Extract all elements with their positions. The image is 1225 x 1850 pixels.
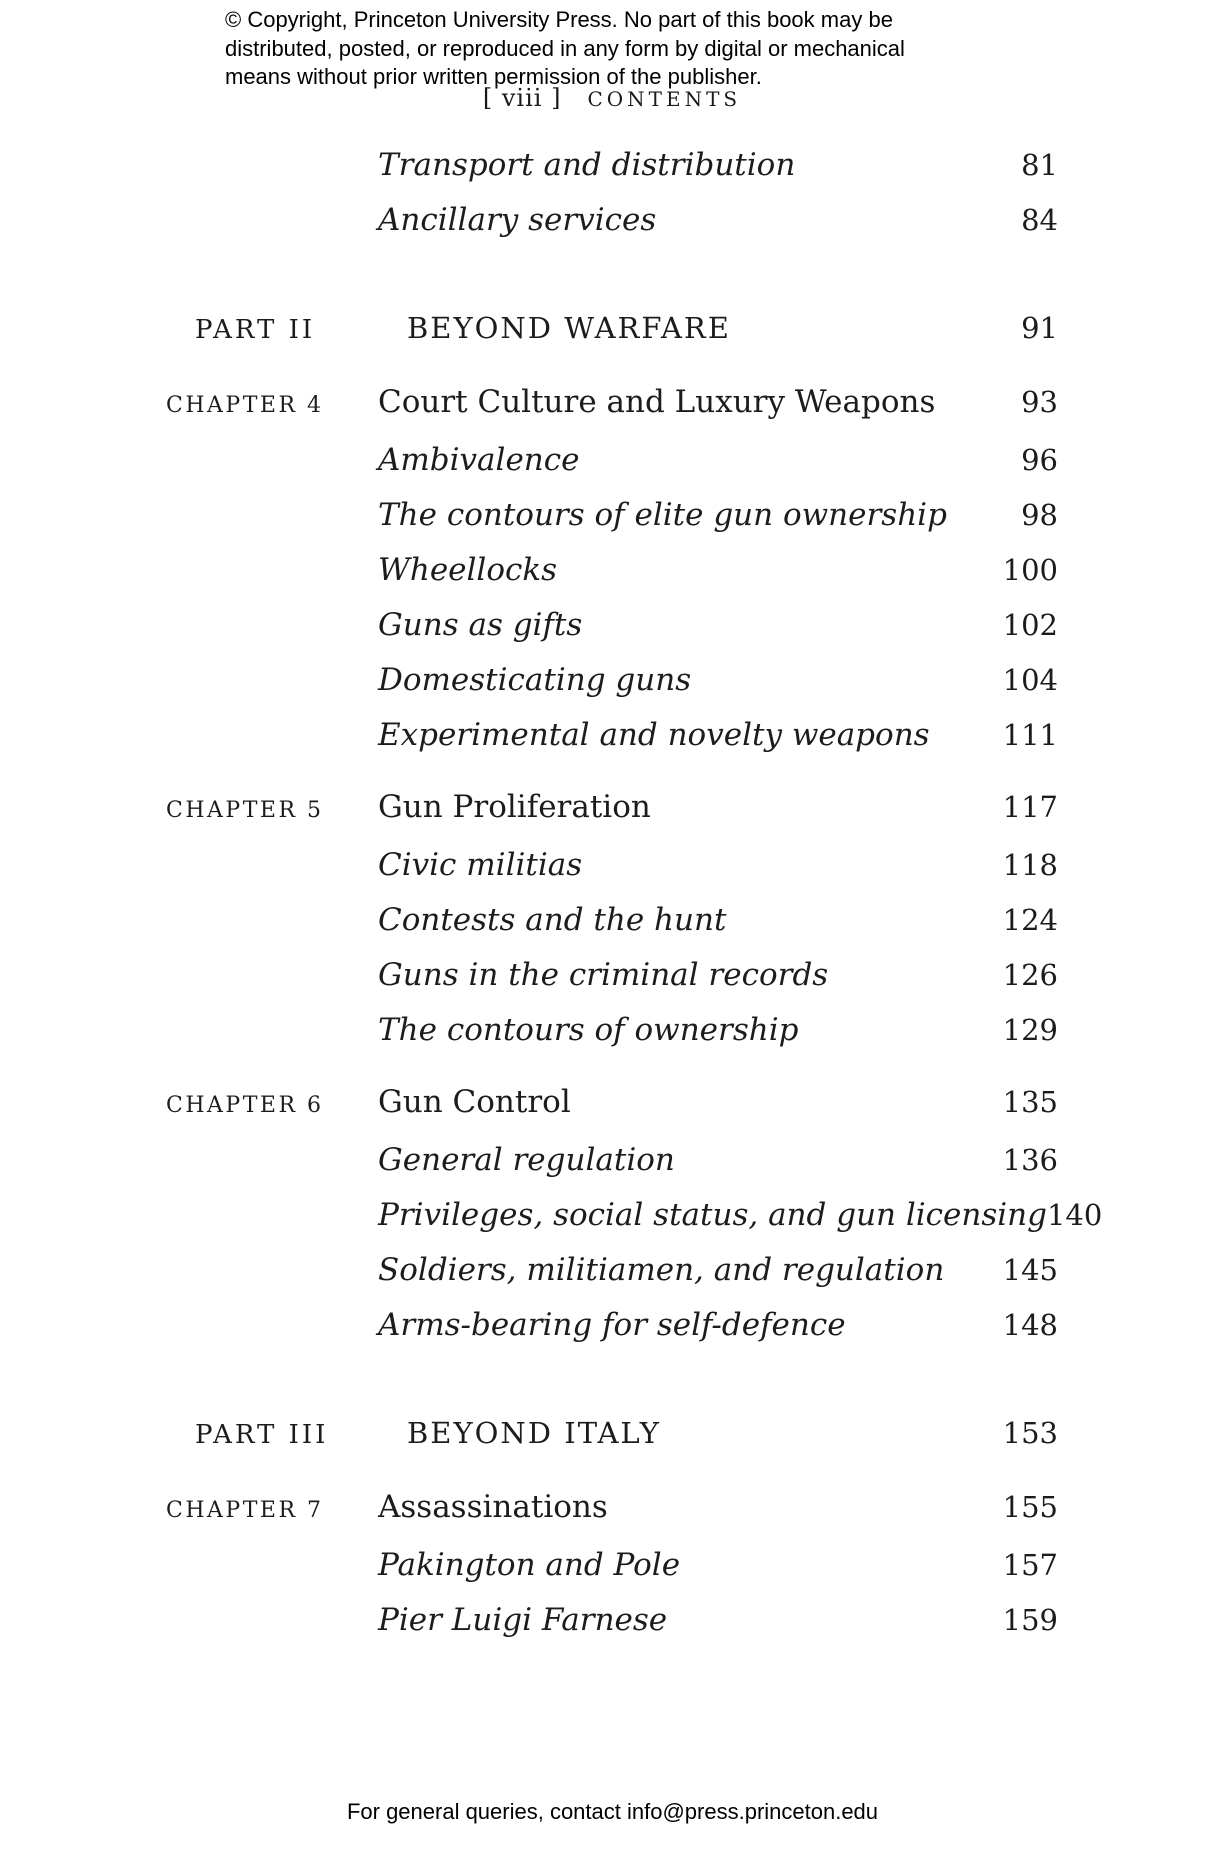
toc-row-page-number: 124 <box>1002 903 1058 937</box>
toc-row-label: CHAPTER 6 <box>166 1093 324 1118</box>
toc-row <box>166 1307 1058 1344</box>
copyright-notice <box>225 6 905 92</box>
toc-row-title: Contests and the hunt <box>378 902 727 938</box>
toc-row-label: CHAPTER 5 <box>166 798 324 823</box>
toc-row-page-number: 117 <box>1002 790 1058 824</box>
toc-row <box>166 1012 1058 1049</box>
toc-row <box>166 202 1058 239</box>
toc-row <box>166 902 1058 939</box>
copyright-line: © Copyright, Princeton University Press. No part of this book may be <box>225 7 893 32</box>
toc-row-title: Court Culture and Luxury Weapons <box>378 384 936 420</box>
toc-row-title: Civic militias <box>378 847 583 883</box>
toc-row <box>166 1415 1058 1454</box>
toc-row-page-number: 136 <box>1002 1143 1058 1177</box>
copyright-line: means without prior written permission of the publisher. <box>225 64 762 89</box>
toc-row-title: BEYOND WARFARE <box>407 311 731 345</box>
toc-row <box>166 789 1058 829</box>
toc-row <box>166 1547 1058 1584</box>
toc-row-label: PART II <box>195 315 316 345</box>
table-of-contents <box>166 147 1103 1639</box>
toc-row-title: Pier Luigi Farnese <box>378 1602 668 1638</box>
toc-row <box>166 847 1058 884</box>
toc-row-page-number: 126 <box>1002 958 1058 992</box>
toc-row-title: Gun Control <box>378 1084 571 1120</box>
toc-row-title: Ancillary services <box>378 202 657 238</box>
toc-row-title: Transport and distribution <box>378 147 796 183</box>
toc-row <box>166 310 1058 349</box>
toc-row-label: CHAPTER 7 <box>166 1498 324 1523</box>
toc-row-page-number: 111 <box>1002 718 1058 752</box>
contents-heading: CONTENTS <box>587 87 742 111</box>
toc-row-label: CHAPTER 4 <box>166 393 324 418</box>
toc-row <box>166 662 1058 699</box>
toc-row-title: Experimental and novelty weapons <box>378 717 930 753</box>
toc-row-title: Soldiers, militiamen, and regulation <box>378 1252 945 1288</box>
toc-row <box>166 497 1058 534</box>
toc-row-page-number: 93 <box>1021 385 1058 419</box>
toc-row-title: Assassinations <box>378 1489 608 1525</box>
toc-row <box>166 717 1058 754</box>
toc-row <box>166 1142 1058 1179</box>
toc-row-title: Wheellocks <box>378 552 558 588</box>
toc-row-page-number: 148 <box>1002 1308 1058 1342</box>
toc-row <box>166 607 1058 644</box>
toc-row-page-number: 118 <box>1002 848 1058 882</box>
toc-row-title: Guns as gifts <box>378 607 583 643</box>
toc-row-page-number: 155 <box>1002 1490 1058 1524</box>
toc-row-title: Privileges, social status, and gun licensing <box>378 1197 1047 1233</box>
toc-row <box>166 1602 1058 1639</box>
toc-row-title: Guns in the criminal records <box>378 957 829 993</box>
toc-row <box>166 1489 1058 1529</box>
toc-row-title: General regulation <box>378 1142 675 1178</box>
toc-row-title: The contours of ownership <box>378 1012 799 1048</box>
toc-row-title: Ambivalence <box>378 442 580 478</box>
toc-row-page-number: 145 <box>1002 1253 1058 1287</box>
toc-row <box>166 1252 1058 1289</box>
toc-row-page-number: 96 <box>1021 443 1058 477</box>
toc-row-page-number: 140 <box>1046 1198 1103 1232</box>
footer-queries-text: For general queries, contact info@press.princeton.edu <box>346 1799 879 1824</box>
toc-row-title: BEYOND ITALY <box>407 1416 661 1450</box>
toc-row-page-number: 104 <box>1002 663 1058 697</box>
toc-row <box>166 552 1058 589</box>
toc-row-page-number: 84 <box>1021 203 1058 237</box>
toc-row-page-number: 100 <box>1002 553 1058 587</box>
toc-row-page-number: 159 <box>1002 1603 1058 1637</box>
toc-row-page-number: 153 <box>1002 1416 1058 1450</box>
toc-row-title: The contours of elite gun ownership <box>378 497 947 533</box>
toc-row-title: Arms-bearing for self-defence <box>378 1307 846 1343</box>
toc-row <box>166 147 1058 184</box>
copyright-line: distributed, posted, or reproduced in any form by digital or mechanical <box>225 35 905 61</box>
toc-row-page-number: 81 <box>1021 148 1058 182</box>
toc-row <box>166 442 1058 479</box>
toc-row-page-number: 135 <box>1002 1085 1058 1119</box>
toc-row-page-number: 98 <box>1021 498 1058 532</box>
toc-row-label: PART III <box>195 1420 329 1450</box>
toc-row-title: Domesticating guns <box>378 662 692 698</box>
toc-row <box>166 384 1058 424</box>
toc-row-page-number: 91 <box>1021 311 1058 345</box>
running-head <box>166 84 1058 112</box>
toc-row-page-number: 129 <box>1002 1013 1058 1047</box>
toc-row <box>166 957 1058 994</box>
toc-row <box>166 1084 1058 1124</box>
toc-row-page-number: 102 <box>1002 608 1058 642</box>
toc-row-title: Pakington and Pole <box>378 1547 681 1583</box>
toc-row-title: Gun Proliferation <box>378 789 651 825</box>
toc-row <box>166 1197 1103 1234</box>
toc-row-page-number: 157 <box>1002 1548 1058 1582</box>
page-folio: [ viii ] <box>482 84 562 112</box>
